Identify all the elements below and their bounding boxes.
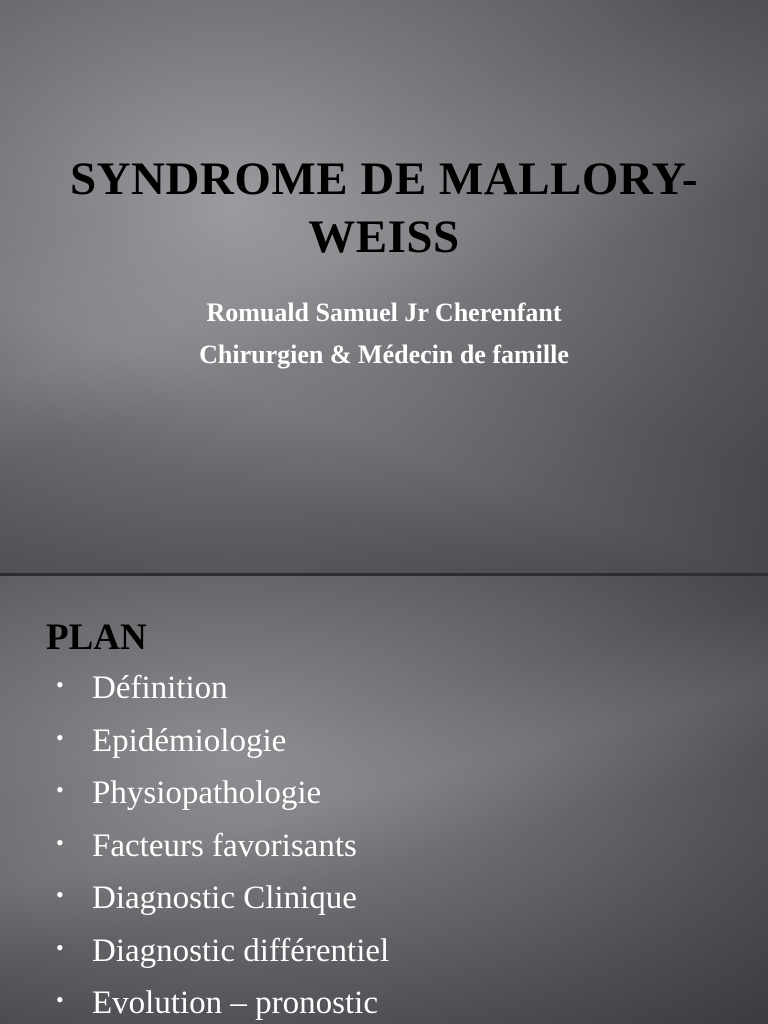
list-item xyxy=(56,775,389,828)
bullet-icon: • xyxy=(56,934,64,960)
author-name: Romuald Samuel Jr Cherenfant xyxy=(206,298,562,327)
list-item xyxy=(56,933,389,986)
list-item-label: Evolution – pronostic xyxy=(92,985,378,1021)
plan-list xyxy=(56,670,389,1024)
plan-heading: PLAN xyxy=(46,617,147,658)
title-line-1: SYNDROME DE MALLORY- xyxy=(69,153,699,205)
list-item xyxy=(56,985,389,1024)
author-role: Chirurgien & Médecin de famille xyxy=(199,340,569,369)
bullet-icon: • xyxy=(56,829,64,855)
list-item-label: Epidémiologie xyxy=(92,722,287,759)
list-item-label: Définition xyxy=(92,670,228,706)
slide-subtitle xyxy=(24,292,744,376)
bullet-icon: • xyxy=(56,987,64,1012)
list-item-label: Physiopathologie xyxy=(92,775,322,811)
list-item-label: Diagnostic Clinique xyxy=(92,880,357,916)
bullet-icon: • xyxy=(56,882,64,907)
plan-slide xyxy=(0,576,768,1024)
list-item-label: Diagnostic différentiel xyxy=(92,932,390,969)
list-item xyxy=(56,723,389,776)
list-item-label: Facteurs favorisants xyxy=(92,827,357,864)
slide-title xyxy=(24,150,744,266)
list-item xyxy=(56,880,389,933)
bullet-icon: • xyxy=(56,724,64,750)
bullet-icon: • xyxy=(56,672,64,697)
title-line-2: WEISS xyxy=(308,211,460,263)
list-item xyxy=(56,828,389,881)
list-item xyxy=(56,670,389,723)
bullet-icon: • xyxy=(56,777,64,802)
